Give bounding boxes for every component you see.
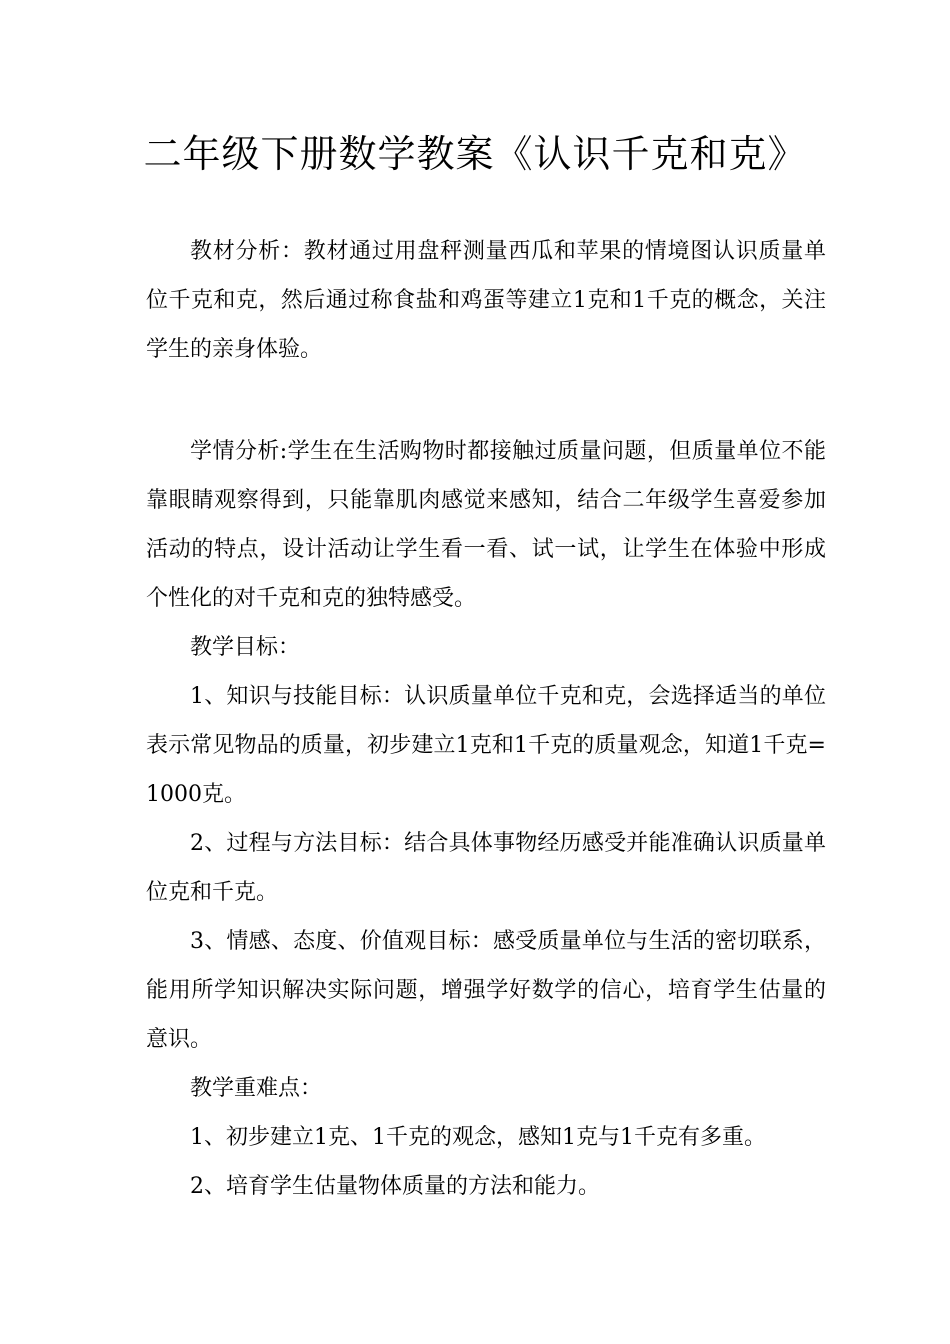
document-title: 二年级下册数学教案《认识千克和克》 [143, 132, 807, 176]
document-body [146, 227, 826, 1211]
paragraph-difficulty-1: 1、初步建立1克、1千克的观念，感知1克与1千克有多重。 [190, 1125, 766, 1150]
paragraph-spacer [146, 374, 826, 427]
paragraph-textbook-analysis: 教材分析：教材通过用盘秤测量西瓜和苹果的情境图认识质量单位千克和克，然后通过称食盐和鸡蛋等建立1克和1千克的概念，关注学生的亲身体验。 [146, 239, 826, 362]
paragraph-goal-process: 2、过程与方法目标：结合具体事物经历感受并能准确认识质量单位克和千克。 [146, 831, 826, 905]
heading-key-difficulties: 教学重难点： [190, 1076, 323, 1101]
heading-teaching-goals: 教学目标： [190, 635, 301, 660]
paragraph-student-analysis: 学情分析:学生在生活购物时都接触过质量问题，但质量单位不能靠眼睛观察得到，只能靠肌肉感觉来感知，结合二年级学生喜爱参加活动的特点，设计活动让学生看一看、试一试，让学生在体验中形成个性化的对千克和克的独特感受。 [146, 439, 826, 611]
paragraph-goal-knowledge: 1、知识与技能目标：认识质量单位千克和克，会选择适当的单位表示常见物品的质量，初步建立1克和1千克的质量观念，知道1千克=1000克。 [146, 684, 826, 807]
paragraph-goal-emotion: 3、情感、态度、价值观目标：感受质量单位与生活的密切联系，能用所学知识解决实际问题，增强学好数学的信心，培育学生估量的意识。 [146, 929, 826, 1052]
paragraph-difficulty-2: 2、培育学生估量物体质量的方法和能力。 [190, 1174, 600, 1199]
